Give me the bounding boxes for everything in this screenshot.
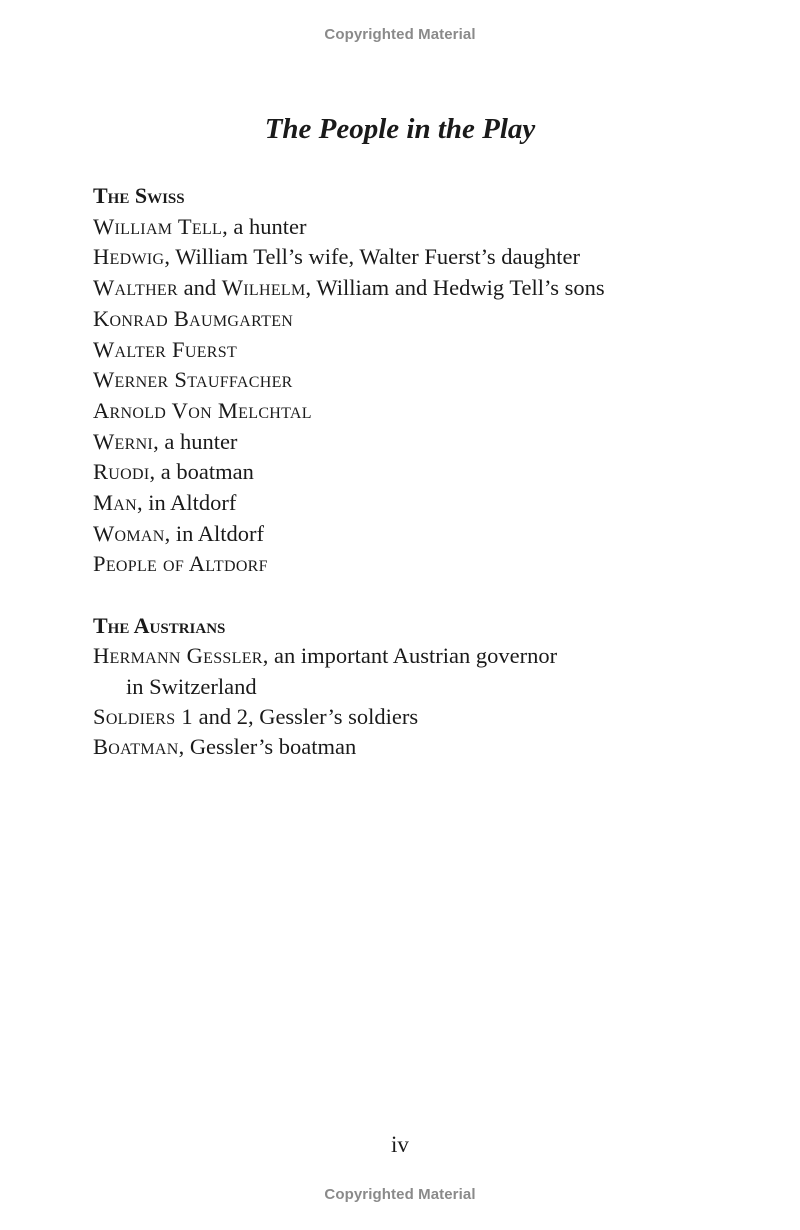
- character-description: , William Tell’s wife, Walter Fuerst’s daughter: [164, 244, 581, 270]
- character-description: and 2, Gessler’s soldiers: [192, 703, 419, 729]
- cast-entry: [93, 702, 733, 733]
- character-name: Man: [93, 490, 138, 516]
- character-name: Walther: [93, 275, 178, 301]
- cast-entry: [93, 396, 733, 427]
- cast-entry: [93, 335, 733, 366]
- cast-entry: [93, 457, 733, 488]
- character-description: , a hunter: [153, 428, 238, 454]
- character-name: Ruodi: [93, 459, 150, 485]
- character-name: Werner Stauffacher: [93, 367, 293, 393]
- cast-list: [93, 181, 733, 763]
- character-name: People of Altdorf: [93, 551, 268, 577]
- character-description: , an important Austrian governor: [262, 643, 558, 669]
- copyright-watermark-bottom: Copyrighted Material: [324, 1186, 476, 1203]
- section-heading-swiss: The Swiss: [93, 183, 185, 208]
- cast-entry: [93, 641, 733, 701]
- copyright-watermark-top: Copyrighted Material: [324, 26, 476, 43]
- cast-entry: [93, 549, 733, 580]
- character-description: , in Altdorf: [164, 520, 265, 546]
- cast-entry: [93, 488, 733, 519]
- page-title: The People in the Play: [264, 113, 536, 145]
- section-heading-austrians: The Austrians: [93, 612, 226, 638]
- character-name: Walter Fuerst: [93, 336, 238, 362]
- character-name: Werni: [93, 428, 154, 454]
- character-name: Konrad Baumgarten: [93, 305, 294, 331]
- character-name: Hedwig: [93, 244, 165, 270]
- name-joiner: and: [177, 275, 222, 301]
- cast-entry: [93, 365, 733, 396]
- character-description: , in Altdorf: [137, 490, 237, 516]
- cast-entry: [93, 519, 733, 550]
- character-name: William Tell: [93, 213, 223, 239]
- character-name: Boatman: [93, 734, 179, 760]
- cast-entry: [93, 427, 733, 458]
- character-description-continued: in Switzerland: [126, 673, 257, 699]
- character-description: , a hunter: [222, 213, 307, 239]
- character-description: , William and Hedwig Tell’s sons: [305, 275, 605, 301]
- page-number: iv: [391, 1132, 409, 1157]
- character-name: Woman: [93, 520, 165, 546]
- section-spacer: [93, 580, 733, 611]
- character-name: Arnold Von Melchtal: [93, 397, 312, 423]
- cast-entry: [93, 212, 733, 243]
- cast-entry: [93, 732, 733, 763]
- cast-entry: [93, 304, 733, 335]
- character-name: Wilhelm: [221, 275, 306, 301]
- cast-entry: [93, 273, 733, 304]
- character-name: Soldiers 1: [93, 703, 193, 729]
- character-description: , a boatman: [149, 459, 254, 485]
- cast-entry: [93, 242, 733, 273]
- character-description: , Gessler’s boatman: [178, 734, 357, 760]
- character-name: Hermann Gessler: [93, 643, 263, 669]
